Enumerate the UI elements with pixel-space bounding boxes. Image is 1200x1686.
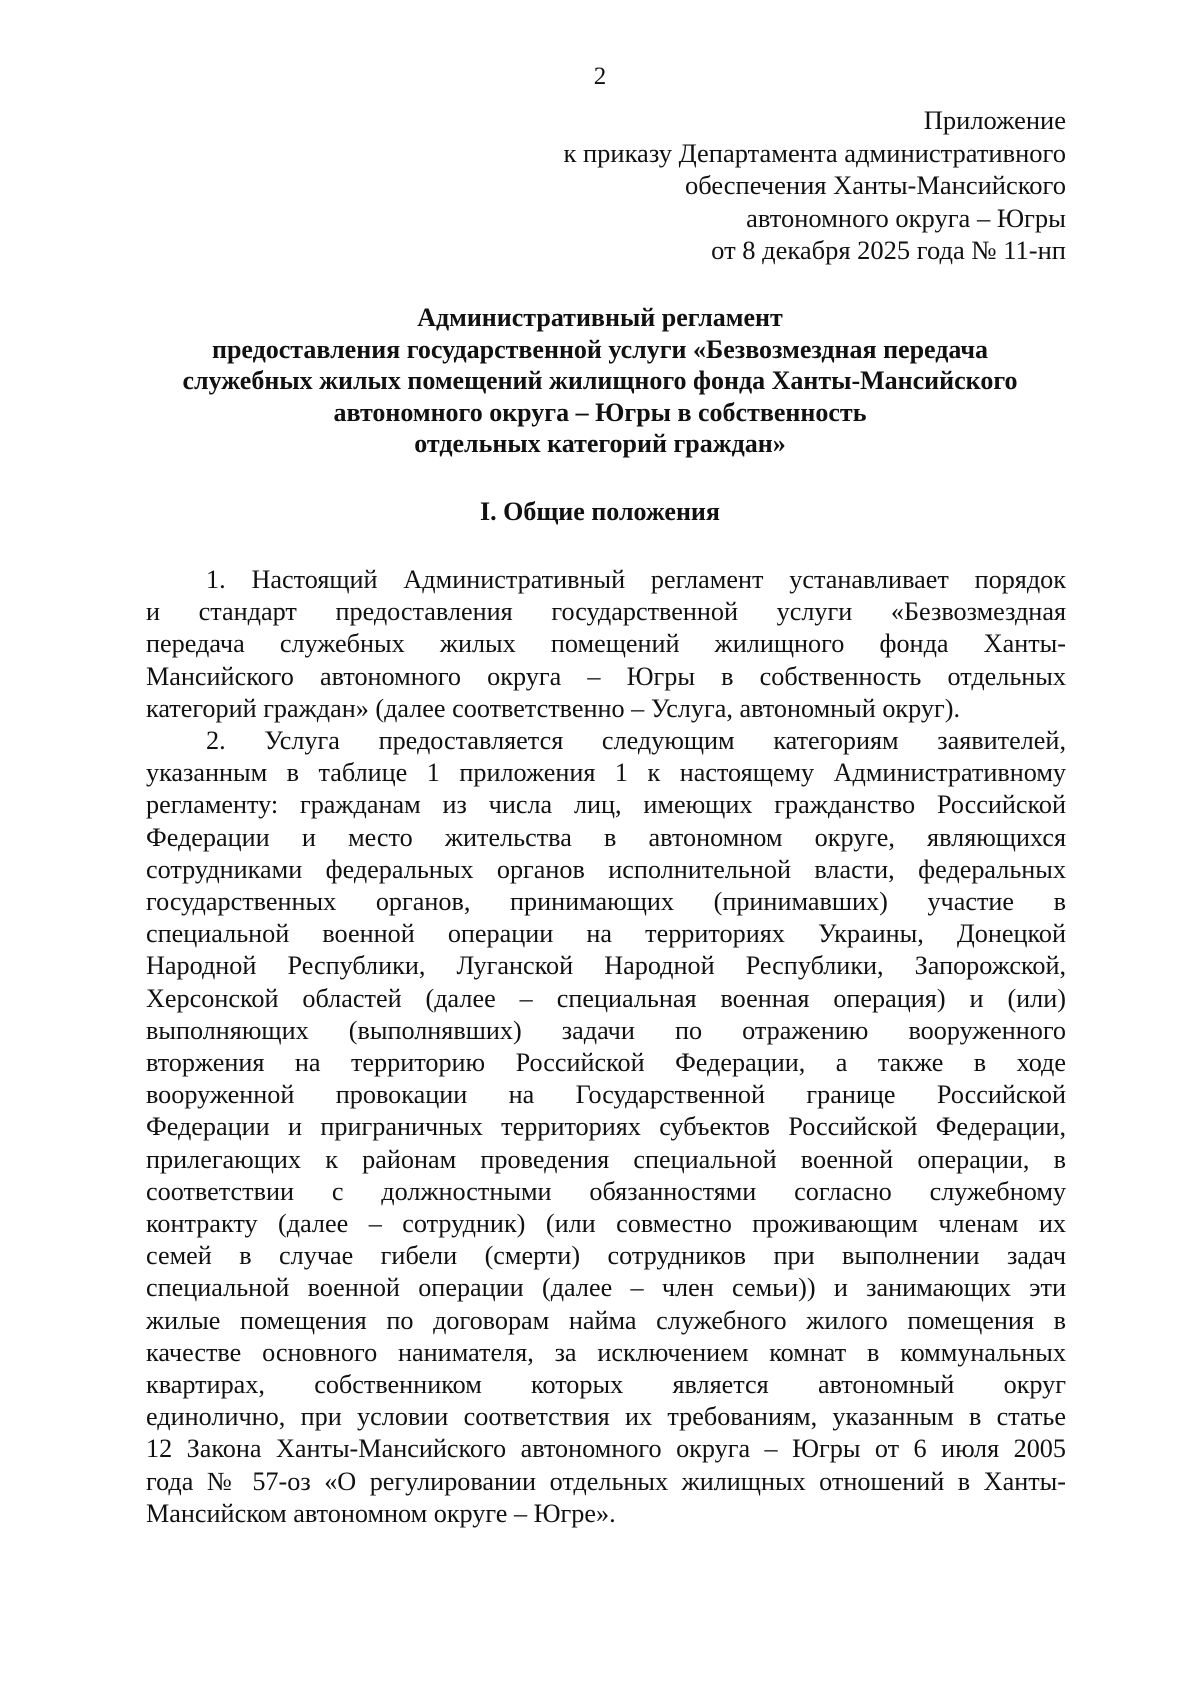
- paragraph-line: Федерации и приграничных территориях субъектов Российской Федерации,: [146, 1112, 1066, 1142]
- paragraph-line: качестве основного нанимателя, за исключением комнат в коммунальных: [146, 1337, 1066, 1367]
- paragraph-line: 2. Услуга предоставляется следующим категориям заявителей,: [206, 726, 1066, 755]
- appendix-block: [346, 104, 1066, 267]
- appendix-line: Приложение: [923, 105, 1066, 135]
- paragraph-line: вторжения на территорию Российской Федерации, а также в ходе: [146, 1048, 1066, 1078]
- paragraph-line: семей в случае гибели (смерти) сотрудников при выполнении задач: [146, 1241, 1066, 1271]
- paragraph-line: и стандарт предоставления государственной услуги «Безвозмездная: [146, 597, 1066, 627]
- section-heading: I. Общие положения: [480, 497, 720, 526]
- title-line: Административный регламент: [417, 303, 783, 332]
- paragraph-line: регламенту: гражданам из числа лиц, имеющих гражданство Российской: [146, 790, 1066, 820]
- paragraph-line: года № 57-оз «О регулировании отдельных жилищных отношений в Ханты-: [146, 1466, 1066, 1496]
- paragraph-line: единолично, при условии соответствия их требованиям, указанным в статье: [146, 1402, 1066, 1432]
- title-line: отдельных категорий граждан»: [414, 429, 786, 458]
- appendix-line: обеспечения Ханты-Мансийского: [684, 170, 1066, 200]
- paragraph-line: Херсонской областей (далее – специальная военная операция) и (или): [146, 983, 1066, 1013]
- paragraph-line: жилые помещения по договорам найма служебного жилого помещения в: [146, 1305, 1066, 1335]
- page-number: 2: [593, 63, 607, 90]
- paragraph-line: квартирах, собственником которых является автономный округ: [146, 1370, 1066, 1400]
- appendix-line: автономного округа – Югры: [746, 202, 1066, 233]
- document-title: [110, 302, 1090, 460]
- title-line: предоставления государственной услуги «Безвозмездная передача: [211, 334, 989, 364]
- paragraph-line: вооруженной провокации на Государственной границе Российской: [146, 1080, 1066, 1110]
- paragraph-2: [146, 725, 1066, 1530]
- paragraph-line: специальной военной операции на территориях Украины, Донецкой: [146, 919, 1066, 949]
- title-line: служебных жилых помещений жилищного фонда Ханты-Мансийского: [182, 366, 1018, 395]
- paragraph-line: Мансийском автономном округе – Югре».: [146, 1498, 616, 1528]
- paragraph-line: контракту (далее – сотрудник) (или совместно проживающим членам их: [146, 1209, 1066, 1239]
- paragraph-1: [146, 564, 1066, 725]
- appendix-line: от 8 декабря 2025 года № 11-нп: [711, 235, 1066, 265]
- paragraph-line: Федерации и место жительства в автономном округе, являющихся: [146, 822, 1066, 852]
- paragraph-line: категорий граждан» (далее соответственно – Услуга, автономный округ).: [146, 693, 961, 723]
- paragraph-line: специальной военной операции (далее – член семьи)) и занимающих эти: [146, 1273, 1066, 1303]
- paragraph-line: государственных органов, принимающих (принимавших) участие в: [146, 887, 1066, 917]
- paragraph-line: Мансийского автономного округа – Югры в собственность отдельных: [146, 661, 1066, 691]
- paragraph-line: сотрудниками федеральных органов исполнительной власти, федеральных: [146, 854, 1066, 884]
- paragraph-line: 1. Настоящий Административный регламент устанавливает порядок: [206, 565, 1066, 594]
- appendix-line: к приказу Департамента административного: [563, 137, 1066, 168]
- title-line: автономного округа – Югры в собственность: [333, 397, 867, 427]
- paragraph-line: выполняющих (выполнявших) задачи по отражению вооруженного: [146, 1015, 1066, 1045]
- paragraph-line: соответствии с должностными обязанностями согласно служебному: [146, 1176, 1066, 1206]
- paragraph-line: передача служебных жилых помещений жилищного фонда Ханты-: [146, 629, 1066, 659]
- paragraph-line: Народной Республики, Луганской Народной Республики, Запорожской,: [146, 951, 1066, 981]
- paragraph-line: указанным в таблице 1 приложения 1 к настоящему Административному: [146, 758, 1066, 788]
- paragraph-line: 12 Закона Ханты-Мансийского автономного округа – Югры от 6 июля 2005: [146, 1434, 1066, 1464]
- paragraph-line: прилегающих к районам проведения специальной военной операции, в: [146, 1144, 1066, 1174]
